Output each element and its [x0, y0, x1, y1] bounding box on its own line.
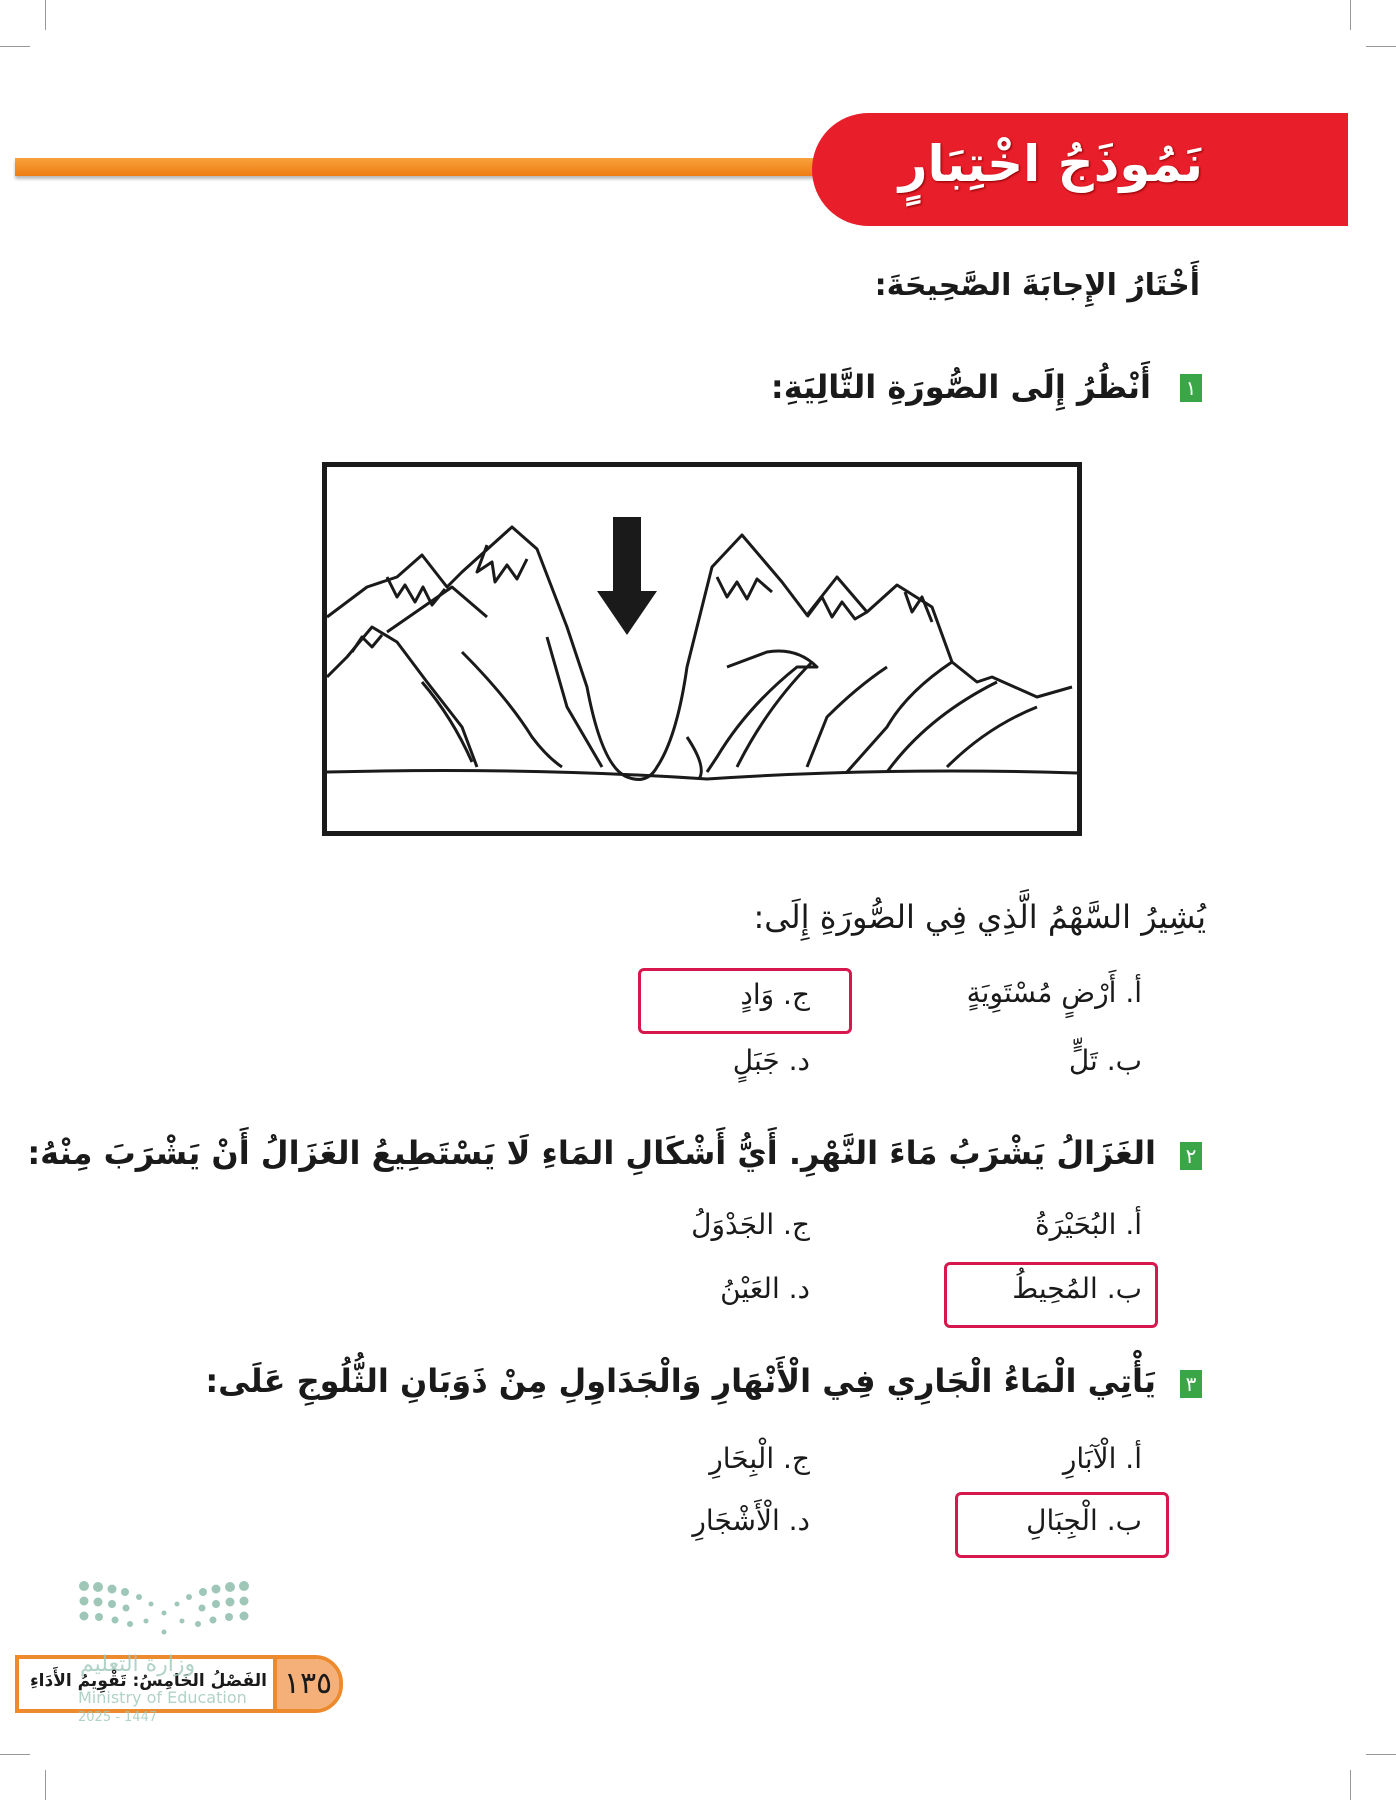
page-title: نَمُوذَجُ اخْتِبَارٍ	[898, 135, 1203, 193]
watermark-english: Ministry of Education	[78, 1688, 247, 1707]
question-3-text: يَأْتِي الْمَاءُ الْجَارِي فِي الْأَنْهَارِ وَالْجَدَاوِلِ مِنْ ذَوَبَانِ الثُّلُوجِ عَلَى:	[205, 1362, 1156, 1400]
crop-mark	[45, 0, 46, 30]
watermark-arabic: وزارة التعليم	[80, 1652, 196, 1677]
page-number: ١٣٥	[273, 1659, 339, 1709]
instruction: أَخْتَارُ الإِجابَةَ الصَّحِيحَةَ:	[874, 268, 1200, 303]
q3-option-b[interactable]: ب. الْجِبَالِ	[1026, 1504, 1142, 1537]
arrow-down-icon	[597, 517, 657, 635]
q3-option-a[interactable]: أ. الْآبَارِ	[1062, 1442, 1142, 1475]
mountain-valley-image	[322, 462, 1082, 836]
q2-option-a[interactable]: أ. البُحَيْرَةُ	[1035, 1208, 1142, 1241]
title-banner	[812, 113, 1348, 226]
q2-option-c[interactable]: ج. الجَدْوَلُ	[691, 1208, 810, 1241]
q1-option-c[interactable]: ج. وَادٍ	[740, 978, 810, 1011]
crop-mark	[45, 1770, 46, 1800]
q2-option-d[interactable]: د. العَيْنُ	[720, 1272, 810, 1305]
crop-mark	[0, 46, 30, 47]
q1-option-d[interactable]: د. جَبَلٍ	[732, 1044, 810, 1077]
watermark-year: 2025 - 1447	[78, 1710, 158, 1725]
q3-option-d[interactable]: د. الْأَشْجَارِ	[692, 1504, 810, 1537]
crop-mark	[1350, 0, 1351, 30]
q3-option-c[interactable]: ج. الْبِحَارِ	[709, 1442, 810, 1475]
chapter-title: الفَصْلُ الخَامِسُ: تَقْوِيمُ الأَدَاءِ	[29, 1671, 267, 1691]
crop-mark	[1366, 46, 1396, 47]
ministry-logo-dots	[78, 1580, 250, 1640]
question-1-prompt: أَنْظُرُ إِلَى الصُّورَةِ التَّالِيَةِ:	[770, 368, 1151, 406]
question-number-1: ١	[1180, 374, 1202, 402]
question-2-text: الغَزَالُ يَشْرَبُ مَاءَ النَّهْرِ. أَيُّ أَشْكَالِ المَاءِ لَا يَسْتَطِيعُ الغَزَالُ أَنْ يَشْرَبَ مِنْهُ:	[27, 1134, 1156, 1172]
crop-mark	[1350, 1770, 1351, 1800]
q2-option-b[interactable]: ب. المُحِيطُ	[1012, 1272, 1142, 1305]
question-number-3: ٣	[1180, 1370, 1202, 1398]
q1-option-a[interactable]: أ. أَرْضٍ مُسْتَوِيَةٍ	[966, 976, 1142, 1009]
question-1-text: يُشِيرُ السَّهْمُ الَّذِي فِي الصُّورَةِ إِلَى:	[753, 898, 1206, 936]
header-accent-line	[15, 158, 825, 176]
crop-mark	[1366, 1754, 1396, 1755]
q1-option-b[interactable]: ب. تَلٍّ	[1068, 1044, 1142, 1077]
crop-mark	[0, 1754, 30, 1755]
question-number-2: ٢	[1180, 1142, 1202, 1170]
